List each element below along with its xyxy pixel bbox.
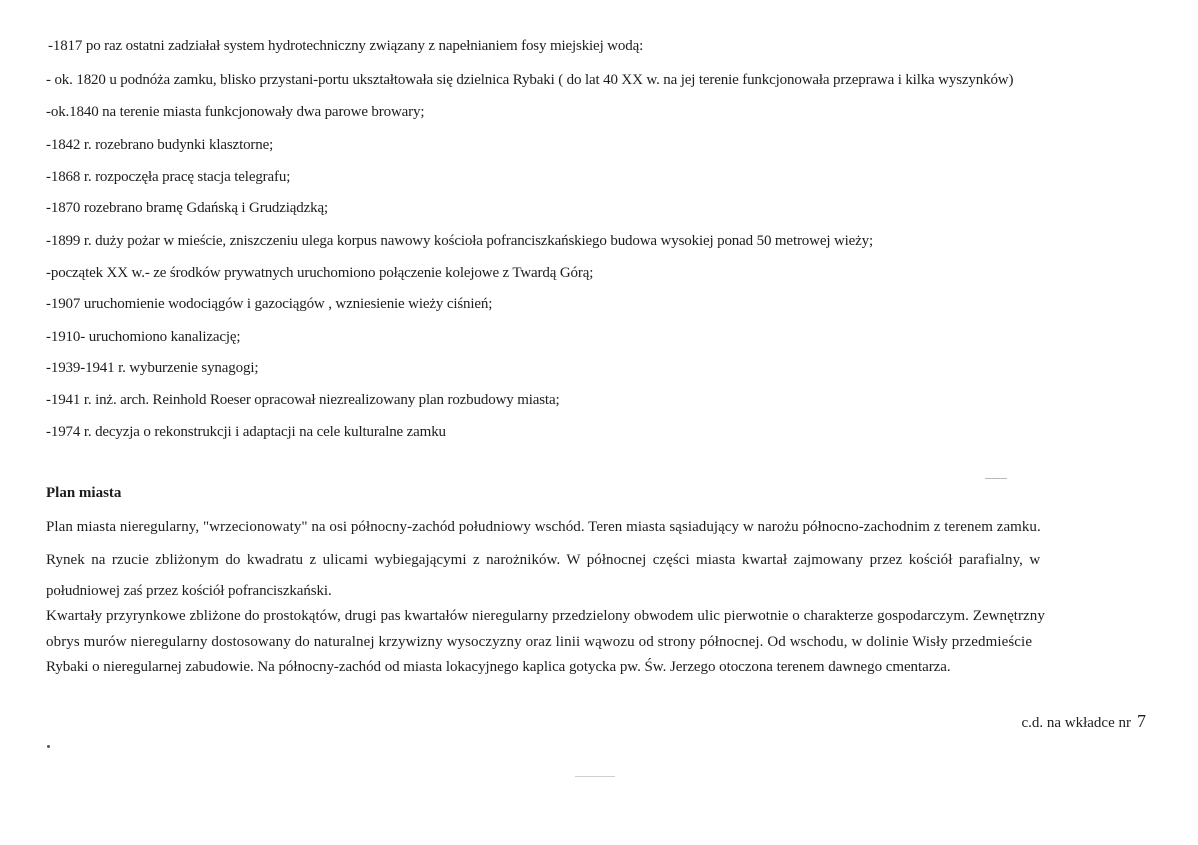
plan-paragraph-line: Rybaki o nieregularnej zabudowie. Na północny-zachód od miasta lokacyjnego kaplica gotycka pw. Św. Jerzego otoczona terenem dawnego cmentarza. bbox=[46, 659, 951, 675]
timeline-entry-xx-century: -początek XX w.- ze środków prywatnych uruchomiono połączenie kolejowe z Twardą Górą; bbox=[46, 265, 594, 281]
scan-mark bbox=[575, 776, 615, 777]
timeline-entry-1907: -1907 uruchomienie wodociągów i gazociągów , wzniesienie wieży ciśnień; bbox=[46, 296, 493, 312]
plan-paragraph-line: Plan miasta nieregularny, "wrzecionowaty" na osi północny-zachód południowy wschód. Teren miasta sąsiadujący w narożu północno-zachodnim z terenem zamku. bbox=[46, 519, 1041, 535]
timeline-entry-1941: -1941 r. inż. arch. Reinhold Roeser opracował niezrealizowany plan rozbudowy miasta; bbox=[46, 392, 560, 408]
timeline-entry-1840: -ok.1840 na terenie miasta funkcjonowały dwa parowe browary; bbox=[46, 104, 425, 120]
scan-speck bbox=[47, 745, 50, 748]
timeline-entry-1910: -1910- uruchomiono kanalizację; bbox=[46, 329, 241, 345]
plan-paragraph-line: Kwartały przyrynkowe zbliżone do prostokątów, drugi pas kwartałów nieregularny przedzielony obwodem ulic pierwotnie o charakterze gospodarczym. Zewnętrzny bbox=[46, 608, 1045, 624]
timeline-entry-1870: -1870 rozebrano bramę Gdańską i Grudziądzką; bbox=[46, 200, 329, 216]
scan-mark bbox=[985, 478, 1007, 479]
page-number: 7 bbox=[1137, 711, 1146, 731]
plan-paragraph-line: Rynek na rzucie zbliżonym do kwadratu z ulicami wybiegającymi z narożników. W północnej części miasta kwartał zajmowany przez kościół parafialny, w bbox=[46, 552, 1041, 568]
timeline-entry-1899: -1899 r. duży pożar w mieście, zniszczeniu ulega korpus nawowy kościoła pofranciszkańskiego budowa wysokiej ponad 50 metrowej wieży; bbox=[46, 233, 874, 249]
continuation-text: c.d. na wkładce nr bbox=[1021, 715, 1131, 731]
plan-title: Plan miasta bbox=[46, 485, 122, 501]
plan-paragraph-line: południowej zaś przez kościół pofranciszkański. bbox=[46, 583, 332, 599]
timeline-entry-1842: -1842 r. rozebrano budynki klasztorne; bbox=[46, 137, 274, 153]
timeline-entry-1939: -1939-1941 r. wyburzenie synagogi; bbox=[46, 360, 259, 376]
plan-paragraph-line: obrys murów nieregularny dostosowany do naturalnej krzywizny wysoczyzny oraz linii wąwozu od strony północnej. Od wschodu, w dolinie Wisły przedmieście bbox=[46, 634, 1033, 650]
timeline-entry-1817: -1817 po raz ostatni zadziałał system hydrotechniczny związany z napełnianiem fosy miejskiej wodą: bbox=[48, 38, 644, 54]
continuation-note bbox=[1021, 712, 1146, 732]
timeline-entry-1868: -1868 r. rozpoczęła pracę stacja telegrafu; bbox=[46, 169, 291, 185]
timeline-entry-1974: -1974 r. decyzja o rekonstrukcji i adaptacji na cele kulturalne zamku bbox=[46, 424, 446, 440]
timeline-entry-1820: - ok. 1820 u podnóża zamku, blisko przystani-portu ukształtowała się dzielnica Rybaki ( do lat 40 XX w. na jej terenie funkcjonowała przeprawa i kilka wyszynków) bbox=[46, 72, 1014, 88]
